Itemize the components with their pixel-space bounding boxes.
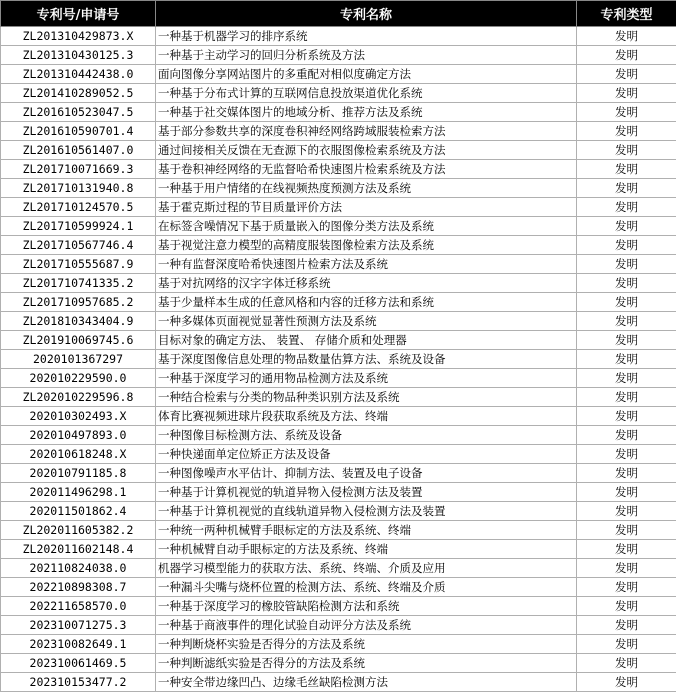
patent-type-cell: 发明 <box>577 46 676 65</box>
table-row <box>1 46 676 65</box>
patent-type-cell: 发明 <box>577 255 676 274</box>
table-row <box>1 521 676 540</box>
patent-number-cell: ZL202011605382.2 <box>1 521 156 540</box>
table-row <box>1 331 676 350</box>
table-row <box>1 255 676 274</box>
patent-name-cell: 一种基于分布式计算的互联网信息投放渠道优化系统 <box>156 84 577 103</box>
patent-name-cell: 一种图像噪声水平估计、抑制方法、装置及电子设备 <box>156 464 577 483</box>
patent-number-cell: ZL201810343404.9 <box>1 312 156 331</box>
patent-number-cell: 202110824038.0 <box>1 559 156 578</box>
table-row <box>1 388 676 407</box>
patent-name-cell: 基于对抗网络的汉字字体迁移系统 <box>156 274 577 293</box>
patent-name-cell: 一种基于主动学习的回归分析系统及方法 <box>156 46 577 65</box>
patent-name-cell: 一种图像目标检测方法、系统及设备 <box>156 426 577 445</box>
patent-number-cell: ZL201710071669.3 <box>1 160 156 179</box>
patent-type-cell: 发明 <box>577 122 676 141</box>
patent-type-cell: 发明 <box>577 388 676 407</box>
patent-name-cell: 机器学习模型能力的获取方法、系统、终端、介质及应用 <box>156 559 577 578</box>
patent-name-cell: 面向图像分享网站图片的多重配对相似度确定方法 <box>156 65 577 84</box>
patent-type-cell: 发明 <box>577 578 676 597</box>
table-row <box>1 217 676 236</box>
patent-name-cell: 基于卷积神经网络的无监督哈希快速图片检索系统及方法 <box>156 160 577 179</box>
table-row <box>1 483 676 502</box>
patent-name-cell: 一种有监督深度哈希快速图片检索方法及系统 <box>156 255 577 274</box>
patent-number-cell: ZL201310430125.3 <box>1 46 156 65</box>
patent-name-cell: 一种基于计算机视觉的轨道异物入侵检测方法及装置 <box>156 483 577 502</box>
patent-name-cell: 一种统一两种机械臂手眼标定的方法及系统、终端 <box>156 521 577 540</box>
patent-number-cell: ZL201710131940.8 <box>1 179 156 198</box>
patent-number-cell: 202010791185.8 <box>1 464 156 483</box>
patent-type-cell: 发明 <box>577 274 676 293</box>
patent-name-cell: 在标签含噪情况下基于质量嵌入的图像分类方法及系统 <box>156 217 577 236</box>
table-row <box>1 293 676 312</box>
table-row <box>1 179 676 198</box>
patent-name-cell: 基于少量样本生成的任意风格和内容的迁移方法和系统 <box>156 293 577 312</box>
patent-type-cell: 发明 <box>577 464 676 483</box>
patent-name-cell: 一种漏斗尖嘴与烧杯位置的检测方法、系统、终端及介质 <box>156 578 577 597</box>
patent-type-cell: 发明 <box>577 217 676 236</box>
patent-name-cell: 一种判断烧杯实验是否得分的方法及系统 <box>156 635 577 654</box>
table-row <box>1 312 676 331</box>
patent-name-cell: 一种判断滤纸实验是否得分的方法及系统 <box>156 654 577 673</box>
patent-number-cell: 202310061469.5 <box>1 654 156 673</box>
table-row <box>1 673 676 692</box>
patent-number-cell: ZL202010229596.8 <box>1 388 156 407</box>
patent-name-cell: 一种快递面单定位矫正方法及设备 <box>156 445 577 464</box>
patent-name-cell: 基于霍克斯过程的节目质量评价方法 <box>156 198 577 217</box>
patent-name-cell: 基于视觉注意力模型的高精度服装图像检索方法及系统 <box>156 236 577 255</box>
patent-name-cell: 基于部分参数共享的深度卷积神经网络跨域服装检索方法 <box>156 122 577 141</box>
patent-name-cell: 一种基于商液事件的理化试验自动评分方法及系统 <box>156 616 577 635</box>
patent-number-cell: ZL201710124570.5 <box>1 198 156 217</box>
patent-type-cell: 发明 <box>577 654 676 673</box>
patent-type-cell: 发明 <box>577 179 676 198</box>
table-row <box>1 103 676 122</box>
table-row <box>1 654 676 673</box>
table-row <box>1 426 676 445</box>
patent-type-cell: 发明 <box>577 312 676 331</box>
patent-name-cell: 通过间接相关反馈在无查源下的衣服图像检索系统及方法 <box>156 141 577 160</box>
patent-type-cell: 发明 <box>577 521 676 540</box>
patent-name-cell: 一种结合检索与分类的物品种类识别方法及系统 <box>156 388 577 407</box>
table-row <box>1 274 676 293</box>
patent-number-cell: ZL201710567746.4 <box>1 236 156 255</box>
patent-name-cell: 一种基于深度学习的通用物品检测方法及系统 <box>156 369 577 388</box>
patent-number-cell: 202010302493.X <box>1 407 156 426</box>
patent-number-cell: 202011496298.1 <box>1 483 156 502</box>
patent-name-cell: 基于深度图像信息处理的物品数量估算方法、系统及设备 <box>156 350 577 369</box>
patent-type-cell: 发明 <box>577 103 676 122</box>
patent-number-cell: 202010229590.0 <box>1 369 156 388</box>
patent-type-cell: 发明 <box>577 407 676 426</box>
patent-type-cell: 发明 <box>577 540 676 559</box>
patent-number-cell: ZL201610590701.4 <box>1 122 156 141</box>
patent-number-cell: ZL201410289052.5 <box>1 84 156 103</box>
patent-type-cell: 发明 <box>577 483 676 502</box>
patent-name-cell: 一种基于用户情绪的在线视频热度预测方法及系统 <box>156 179 577 198</box>
patent-number-cell: 202011501862.4 <box>1 502 156 521</box>
patent-type-cell: 发明 <box>577 65 676 84</box>
patent-number-cell: ZL201910069745.6 <box>1 331 156 350</box>
table-row <box>1 502 676 521</box>
patent-type-cell: 发明 <box>577 141 676 160</box>
patent-type-cell: 发明 <box>577 236 676 255</box>
patent-number-cell: 202310071275.3 <box>1 616 156 635</box>
patent-type-cell: 发明 <box>577 369 676 388</box>
table-row <box>1 27 676 46</box>
patent-type-cell: 发明 <box>577 635 676 654</box>
patent-number-cell: ZL201710741335.2 <box>1 274 156 293</box>
patent-type-cell: 发明 <box>577 331 676 350</box>
patent-type-cell: 发明 <box>577 198 676 217</box>
table-row <box>1 464 676 483</box>
patent-number-cell: 202310082649.1 <box>1 635 156 654</box>
header-patent-type: 专利类型 <box>577 1 676 27</box>
table-row <box>1 407 676 426</box>
table-row <box>1 141 676 160</box>
patent-type-cell: 发明 <box>577 616 676 635</box>
header-row <box>1 1 676 27</box>
table-row <box>1 236 676 255</box>
table-row <box>1 445 676 464</box>
patent-number-cell: 202211658570.0 <box>1 597 156 616</box>
patent-number-cell: ZL202011602148.4 <box>1 540 156 559</box>
table-row <box>1 350 676 369</box>
patent-number-cell: ZL201710555687.9 <box>1 255 156 274</box>
table-row <box>1 559 676 578</box>
header-patent-number: 专利号/申请号 <box>1 1 156 27</box>
patent-name-cell: 一种机械臂自动手眼标定的方法及系统、终端 <box>156 540 577 559</box>
patent-name-cell: 一种基于机器学习的排序系统 <box>156 27 577 46</box>
table-row <box>1 369 676 388</box>
patent-type-cell: 发明 <box>577 445 676 464</box>
table-row <box>1 160 676 179</box>
patent-type-cell: 发明 <box>577 502 676 521</box>
patent-name-cell: 一种多媒体页面视觉显著性预测方法及系统 <box>156 312 577 331</box>
table-row <box>1 540 676 559</box>
patent-number-cell: ZL201310429873.X <box>1 27 156 46</box>
patent-type-cell: 发明 <box>577 559 676 578</box>
patent-name-cell: 目标对象的确定方法、 装置、 存储介质和处理器 <box>156 331 577 350</box>
table-row <box>1 616 676 635</box>
patent-number-cell: ZL201610523047.5 <box>1 103 156 122</box>
patent-type-cell: 发明 <box>577 350 676 369</box>
table-row <box>1 65 676 84</box>
table-row <box>1 198 676 217</box>
patent-type-cell: 发明 <box>577 426 676 445</box>
patent-number-cell: 2020101367297 <box>1 350 156 369</box>
patent-number-cell: ZL201610561407.0 <box>1 141 156 160</box>
table-row <box>1 597 676 616</box>
patent-name-cell: 一种安全带边缘凹凸、边缘毛丝缺陷检测方法 <box>156 673 577 692</box>
patent-number-cell: 202010497893.0 <box>1 426 156 445</box>
patent-name-cell: 一种基于计算机视觉的直线轨道异物入侵检测方法及装置 <box>156 502 577 521</box>
patent-type-cell: 发明 <box>577 673 676 692</box>
patent-type-cell: 发明 <box>577 597 676 616</box>
header-patent-name: 专利名称 <box>156 1 577 27</box>
patent-number-cell: 202010618248.X <box>1 445 156 464</box>
patent-type-cell: 发明 <box>577 84 676 103</box>
table-row <box>1 84 676 103</box>
patent-type-cell: 发明 <box>577 27 676 46</box>
table-body <box>1 27 676 692</box>
patent-name-cell: 一种基于社交媒体图片的地域分析、推荐方法及系统 <box>156 103 577 122</box>
patent-number-cell: 202310153477.2 <box>1 673 156 692</box>
patent-number-cell: ZL201710957685.2 <box>1 293 156 312</box>
patent-number-cell: ZL201710599924.1 <box>1 217 156 236</box>
table-row <box>1 635 676 654</box>
table-row <box>1 122 676 141</box>
patent-name-cell: 体育比赛视频进球片段获取系统及方法、终端 <box>156 407 577 426</box>
patent-number-cell: 202210898308.7 <box>1 578 156 597</box>
patent-name-cell: 一种基于深度学习的橡胶管缺陷检测方法和系统 <box>156 597 577 616</box>
table-row <box>1 578 676 597</box>
patent-type-cell: 发明 <box>577 160 676 179</box>
patent-type-cell: 发明 <box>577 293 676 312</box>
patent-number-cell: ZL201310442438.0 <box>1 65 156 84</box>
